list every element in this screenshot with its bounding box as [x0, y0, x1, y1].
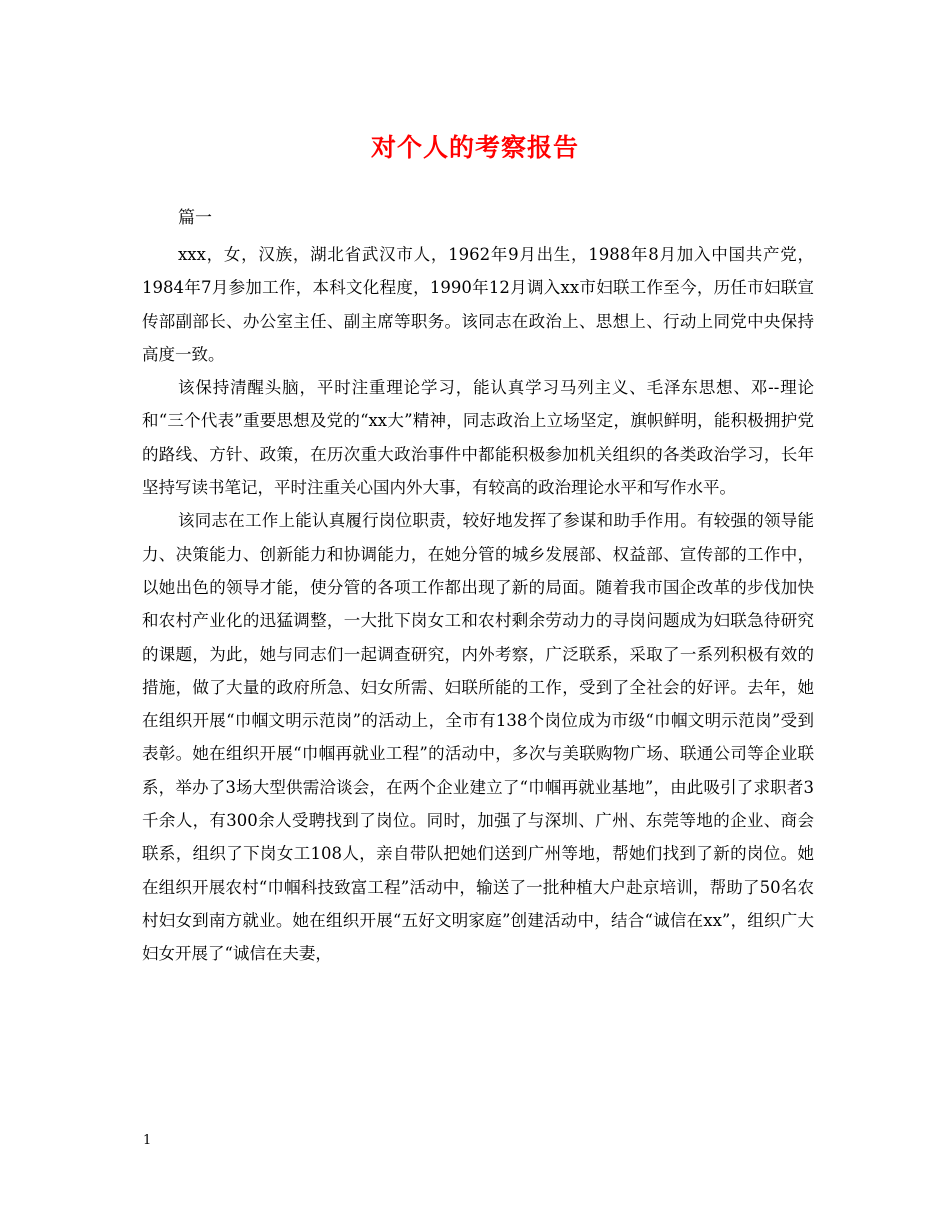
section-label: 篇一	[178, 208, 212, 228]
document-body	[142, 238, 814, 971]
page-number: 1	[143, 1133, 152, 1148]
document-title: 对个人的考察报告	[370, 133, 579, 162]
paragraph: xxx，女，汉族，湖北省武汉市人，1962年9月出生，1988年8月加入中国共产党，1984年7月参加工作，本科文化程度，1990年12月调入xx市妇联工作至今，历任市妇联宣传部副部长、办公室主任、副主席等职务。该同志在政治上、思想上、行动上同党中央保持高度一致。	[142, 245, 814, 364]
paragraph: 该保持清醒头脑，平时注重理论学习，能认真学习马列主义、毛泽东思想、邓--理论和“三个代表”重要思想及党的“xx大”精神，同志政治上立场坚定，旗帜鲜明，能积极拥护党的路线、方针、政策，在历次重大政治事件中都能积极参加机关组织的各类政治学习，长年坚持写读书笔记，平时注重关心国内外大事，有较高的政治理论水平和写作水平。	[142, 378, 814, 498]
paragraph: 该同志在工作上能认真履行岗位职责，较好地发挥了参谋和助手作用。有较强的领导能力、决策能力、创新能力和协调能力，在她分管的城乡发展部、权益部、宣传部的工作中，以她出色的领导才能，使分管的各项工作都出现了新的局面。随着我市国企改革的步伐加快和农村产业化的迅猛调整，一大批下岗女工和农村剩余劳动力的寻岗问题成为妇联急待研究的课题，为此，她与同志们一起调查研究，内外考察，广泛联系，采取了一系列积极有效的措施，做了大量的政府所急、妇女所需、妇联所能的工作，受到了全社会的好评。去年，她在组织开展“巾帼文明示范岗”的活动上，全市有138个岗位成为市级“巾帼文明示范岗”受到表彰。她在组织开展“巾帼再就业工程”的活动中，多次与美联购物广场、联通公司等企业联系，举办了3场大型供需洽谈会，在两个企业建立了“巾帼再就业基地”，由此吸引了求职者3千余人，有300余人受聘找到了岗位。同时，加强了与深圳、广州、东莞等地的企业、商会联系，组织了下岗女工108人，亲自带队把她们送到广州等地，帮她们找到了新的岗位。她在组织开展农村“巾帼科技致富工程”活动中，输送了一批种植大户赴京培训，帮助了50名农村妇女到南方就业。她在组织开展“五好文明家庭”创建活动中，结合“诚信在xx”，组织广大妇女开展了“诚信在夫妻，	[142, 511, 814, 964]
